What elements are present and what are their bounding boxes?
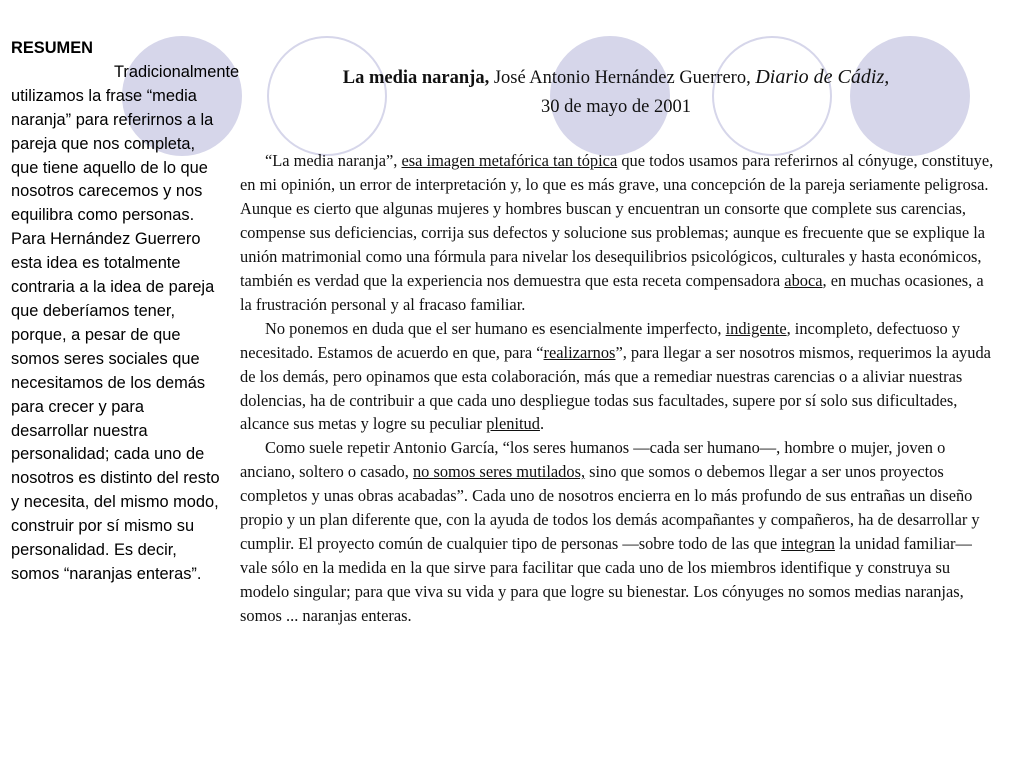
paragraph-3 bbox=[240, 436, 996, 628]
text-run: , en muchas ocasiones, a la frustración personal y al fracaso familiar. bbox=[240, 270, 984, 314]
article-date: 30 de mayo de 2001 bbox=[540, 97, 692, 117]
underlined-word: plenitud bbox=[486, 414, 540, 434]
underlined-word: aboca bbox=[784, 270, 823, 290]
underlined-word: realizarnos bbox=[543, 342, 616, 362]
text-run: . bbox=[539, 414, 545, 434]
paragraph-1 bbox=[240, 149, 996, 317]
summary-panel bbox=[11, 37, 240, 587]
text-run: la unidad familiar— vale sólo en la medida en la que sirve para facilitar que cada uno de los miembros identifique y construya su modelo singular; para que viva su vida y para que logre su bienestar. Los cónyuges no somos medias naranjas, somos ... naranjas enteras. bbox=[240, 534, 972, 626]
text-run: “La media naranja”, bbox=[265, 151, 402, 170]
text-run: , incompleto, defectuoso y necesitado. Estamos de acuerdo en que, para “ bbox=[240, 318, 961, 362]
article-header bbox=[240, 63, 992, 122]
summary-body: Tradicionalmente utilizamos la frase “media naranja” para referirnos a la pareja que nos completa, que tiene aquello de lo que nosotros carecemos y nos equilibra como personas. Para Hernández Guerrero esta idea es totalmente contraria a la idea de pareja que deberíamos tener, porque, a pesar de que somos seres sociales que necesitamos de los demás para crecer y para desarrollar nuestra personalidad; cada uno de nosotros es distinto del resto y necesita, del mismo modo, construir por sí mismo su personalidad. Es decir, somos “naranjas enteras”. bbox=[11, 62, 240, 583]
article-source: Diario de Cádiz, bbox=[755, 66, 890, 88]
underlined-word: integran bbox=[781, 534, 835, 554]
article-body bbox=[240, 149, 996, 628]
article-title: La media naranja, bbox=[342, 68, 490, 88]
underlined-word: indigente bbox=[725, 318, 787, 338]
underlined-phrase: no somos seres mutilados, bbox=[412, 462, 586, 482]
text-run: No ponemos en duda que el ser humano es esencialmente imperfecto, bbox=[265, 318, 726, 338]
text-run: sino que somos o debemos llegar a ser unos proyectos completos y unas obras acabadas”. Cada uno de nosotros encierra en lo más profundo de sus entrañas un diseño propio y un plan diferente que, con la ayuda de todos los demás acompañantes y compañeros, ha de desarrollar y cumplir. El proyecto común de cualquier tipo de personas —sobre todo de las que bbox=[240, 462, 980, 554]
text-run: Como suele repetir Antonio García, “los seres humanos —cada ser humano—, hombre o mujer, joven o anciano, soltero o casado, bbox=[240, 438, 946, 482]
article-author: José Antonio Hernández Guerrero, bbox=[489, 68, 756, 88]
summary-title: RESUMEN bbox=[11, 39, 93, 57]
paragraph-2 bbox=[240, 317, 996, 437]
underlined-phrase: esa imagen metafórica tan tópica bbox=[401, 151, 618, 170]
text-run: ”, para llegar a ser nosotros mismos, requerimos la ayuda de los demás, pero opinamos que esta colaboración, más que a remediar nuestras carencias o a aliviar nuestras dolencias, ha de contribuir a que cada uno despliegue todas sus facultades, supere por sí solo sus dificultades, alcance sus metas y logre su peculiar bbox=[240, 342, 991, 434]
text-run: que todos usamos para referirnos al cónyuge, constituye, en mi opinión, un error de interpretación y, lo que es más grave, una concepción de la pareja seriamente peligrosa. Aunque es cierto que algunas mujeres y hombres buscan y encuentran un consorte que complete sus carencias, compense sus deficiencias, corrija sus defectos y solucione sus problemas; aunque es frecuente que se explique la unión matrimonial como una fórmula para nivelar los desequilibrios psicológicos, culturales y hasta económicos, también es verdad que la experiencia nos demuestra que esta receta compensadora bbox=[240, 151, 994, 290]
